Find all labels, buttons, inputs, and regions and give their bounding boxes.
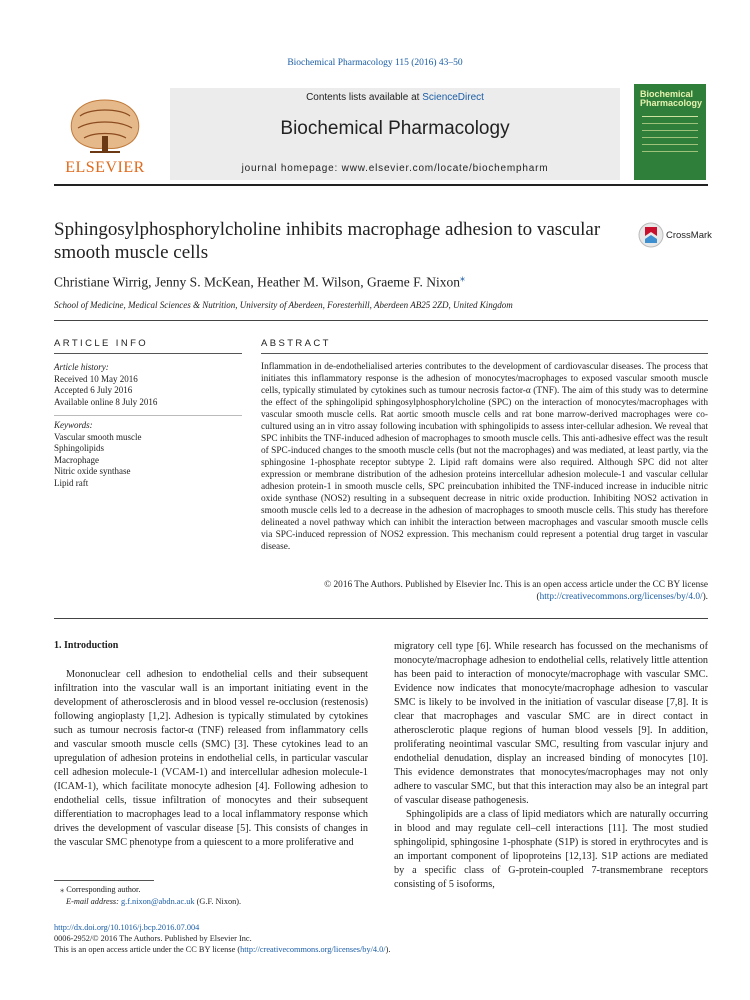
journal-reference[interactable]: Biochemical Pharmacology 115 (2016) 43–50 [287, 58, 463, 68]
copyright-line [261, 579, 708, 603]
homepage-prefix: journal homepage: [241, 163, 342, 174]
body-column-left [54, 668, 368, 850]
footer-license-link[interactable]: http://creativecommons.org/licenses/by/4.0/ [240, 945, 386, 954]
keyword: Sphingolipids [54, 443, 105, 453]
journal-title: Biochemical Pharmacology [280, 118, 510, 139]
license-end: ). [385, 945, 391, 954]
article-info-rule [54, 353, 242, 354]
authors: Christiane Wirrig, Jenny S. McKean, Heather M. Wilson, Graeme F. Nixon [54, 274, 461, 290]
article-history [54, 362, 157, 408]
paragraph: migratory cell type [6]. While research has focussed on the mechanisms of monocyte/macrophage adhesion to endothelial cells, relatively little attention has been paid to interaction of monocyte/macrophage with vascular SMC. Evidence now indicates that monocyte/macrophage adhesion to vascular SMC is likely to be involved in the initiation of vascular disease [7,8]. It is clear that macrophages and vascular SMC are in direct contact in atherosclerotic plaque regions of human blood vessels [9]. In addition, proliferating neointimal vascular SMC, resulting from vascular injury and endothelial denudation, display an increased binding of monocytes [10]. This evidence demonstrates that monocytes/macrophages may not only adhere to vascular SMC, but that this interaction may also be an integral part of vascular disease pathogenesis. [394, 641, 709, 806]
journal-homepage [170, 163, 620, 174]
footnote-email [66, 896, 241, 907]
license-prefix: This is an open access article under the CC BY license ( [54, 945, 241, 954]
affiliation: School of Medicine, Medical Sciences & Nutrition, University of Aberdeen, Foresterhill, Aberdeen AB25 2ZD, United Kingdom [54, 300, 513, 310]
corresponding-author-mark[interactable]: ⁎ [460, 273, 466, 284]
journal-cover-thumbnail[interactable] [634, 84, 706, 180]
abstract-text: Inflammation in de-endothelialised arteries contributes to the development of cardiovascular diseases. The process that initiates this inflammatory response is the adhesion of monocytes/macrophages to exposed vascular smooth muscle cells, typically stimulated by cytokines such as tumour necrosis factor-α (TNF). The aim of this study was to determine the effect of the sphingolipid sphingosylphosphorylcholine (SPC) on the interaction of monocytes/macrophages with vascular smooth muscle cells. Rat aortic smooth muscle cells and rat bone marrow-derived macrophages were co-cultured using an in vitro assay following incubation with sphingolipids to assess inter-cellular adhesion. We reveal that SPC inhibits the TNF-induced adhesion of macrophages to smooth muscle cells. This anti-adhesive effect was the result of SPC-induced changes to the smooth muscle cells (but not the macrophages) and was mediated, at least partly, via the sphingosine 1-phosphate receptor subtype 2. Lipid raft domains were also required. Although SPC did not alter expression or membrane distribution of the adhesion proteins intercellular adhesion molecule-1 and vascular cellular adhesion protein-1 in smooth muscle cells, SPC preincubation inhibited the TNF-induced increase in inducible nitric oxide synthase (NOS2) resulting in a subsequent decrease in nitric oxide production. Inhibiting NOS2 activation in smooth muscle cells led to a decrease in the adhesion of macrophages to smooth muscle cells. This study has therefore delineated a novel pathway which can inhibit the interaction between macrophages and vascular smooth muscle cells via SPC-induced repression of NOS2 expression. This mechanism could represent a potential drug target in vascular disease. [261, 362, 708, 552]
elsevier-logo[interactable] [50, 86, 160, 182]
footnote-rule [54, 880, 154, 881]
crossmark-label: CrossMark [666, 230, 712, 241]
keyword: Vascular smooth muscle [54, 431, 142, 442]
contents-prefix: Contents lists available at [306, 92, 423, 103]
license-line [54, 944, 390, 955]
affiliation-rule [54, 320, 708, 321]
author-list [54, 273, 465, 291]
footnote-corresponding: ⁎ Corresponding author. [60, 885, 141, 894]
history-online: Available online 8 July 2016 [54, 396, 158, 407]
body-column-right [394, 640, 708, 892]
keyword: Lipid raft [54, 477, 89, 488]
keywords-label: Keywords: [54, 420, 93, 430]
email-link[interactable]: g.f.nixon@abdn.ac.uk [121, 897, 195, 906]
homepage-url[interactable]: www.elsevier.com/locate/biochempharm [341, 163, 549, 174]
history-accepted: Accepted 6 July 2016 [54, 385, 133, 395]
article-title: Sphingosylphosphorylcholine inhibits macrophage adhesion to vascular smooth muscle cells [54, 219, 601, 263]
license-link[interactable]: http://creativecommons.org/licenses/by/4.0/ [539, 592, 703, 602]
abstract-heading: ABSTRACT [261, 338, 331, 349]
issn-line: 0006-2952/© 2016 The Authors. Published by Elsevier Inc. [54, 934, 252, 943]
abstract-rule [261, 353, 708, 354]
email-suffix: (G.F. Nixon). [194, 897, 242, 906]
keywords [54, 420, 141, 489]
paragraph: Sphingolipids are a class of lipid mediators which are naturally occurring in blood and may regulate cell–cell interactions [11]. The most studied sphingolipid, sphingosine 1-phosphate (S1P) is stored in erythrocytes and is an important component of lipoproteins [12,13]. S1P actions are mediated by a specific class of G-protein-coupled 7-transmembrane receptors consisting of 5 isoforms, [394, 809, 708, 890]
header-rule [54, 184, 708, 186]
crossmark-badge[interactable] [638, 224, 718, 248]
cover-title: Biochemical Pharmacology [640, 89, 703, 108]
section-heading-introduction: 1. Introduction [54, 640, 119, 651]
sciencedirect-link[interactable]: ScienceDirect [422, 92, 484, 103]
keyword: Macrophage [54, 454, 99, 465]
cover-text-lines [642, 116, 698, 167]
history-label: Article history: [54, 362, 109, 372]
crossmark-icon [638, 222, 664, 248]
article-info-heading: ARTICLE INFO [54, 338, 149, 349]
paragraph: Mononuclear cell adhesion to endothelial cells and their subsequent infiltration into the vascular wall is an important initiating event in the development of atherosclerosis and in blood vessel re-occlusion (restenosis) following angioplasty [1,2]. Adhesion is typically stimulated by cytokines such as tumour necrosis factor-α (TNF) released from inflammatory cells and vascular smooth muscle cells (SMC) [3]. These cytokines lead to an upregulation of adhesion proteins in endothelial cells, in particular vascular cell adhesion molecule-1 (VCAM-1) and intercellular adhesion molecule-1 (ICAM-1), which facilitate monocyte adhesion [4]. Following adhesion to endothelial cells, tissue infiltration of monocytes and their subsequent differentiation to macrophages lead to a local inflammatory response which drives the development of vascular disease [5]. This consists of changes in the vascular SMC phenotype from a quiescent to a more proliferative and [54, 669, 368, 848]
keyword: Nitric oxide synthase [54, 466, 131, 476]
email-label: E-mail address: [66, 897, 121, 906]
doi-link[interactable]: http://dx.doi.org/10.1016/j.bcp.2016.07.004 [54, 923, 200, 932]
abstract-bottom-rule [54, 618, 708, 619]
history-received: Received 10 May 2016 [54, 373, 138, 384]
copyright-text: © 2016 The Authors. Published by Elsevier Inc. This is an open access article under the CC BY license ( [324, 580, 708, 602]
copyright-end: ). [702, 592, 708, 602]
contents-line [170, 92, 620, 103]
elsevier-wordmark: ELSEVIER [65, 159, 145, 176]
keywords-rule [54, 415, 242, 416]
